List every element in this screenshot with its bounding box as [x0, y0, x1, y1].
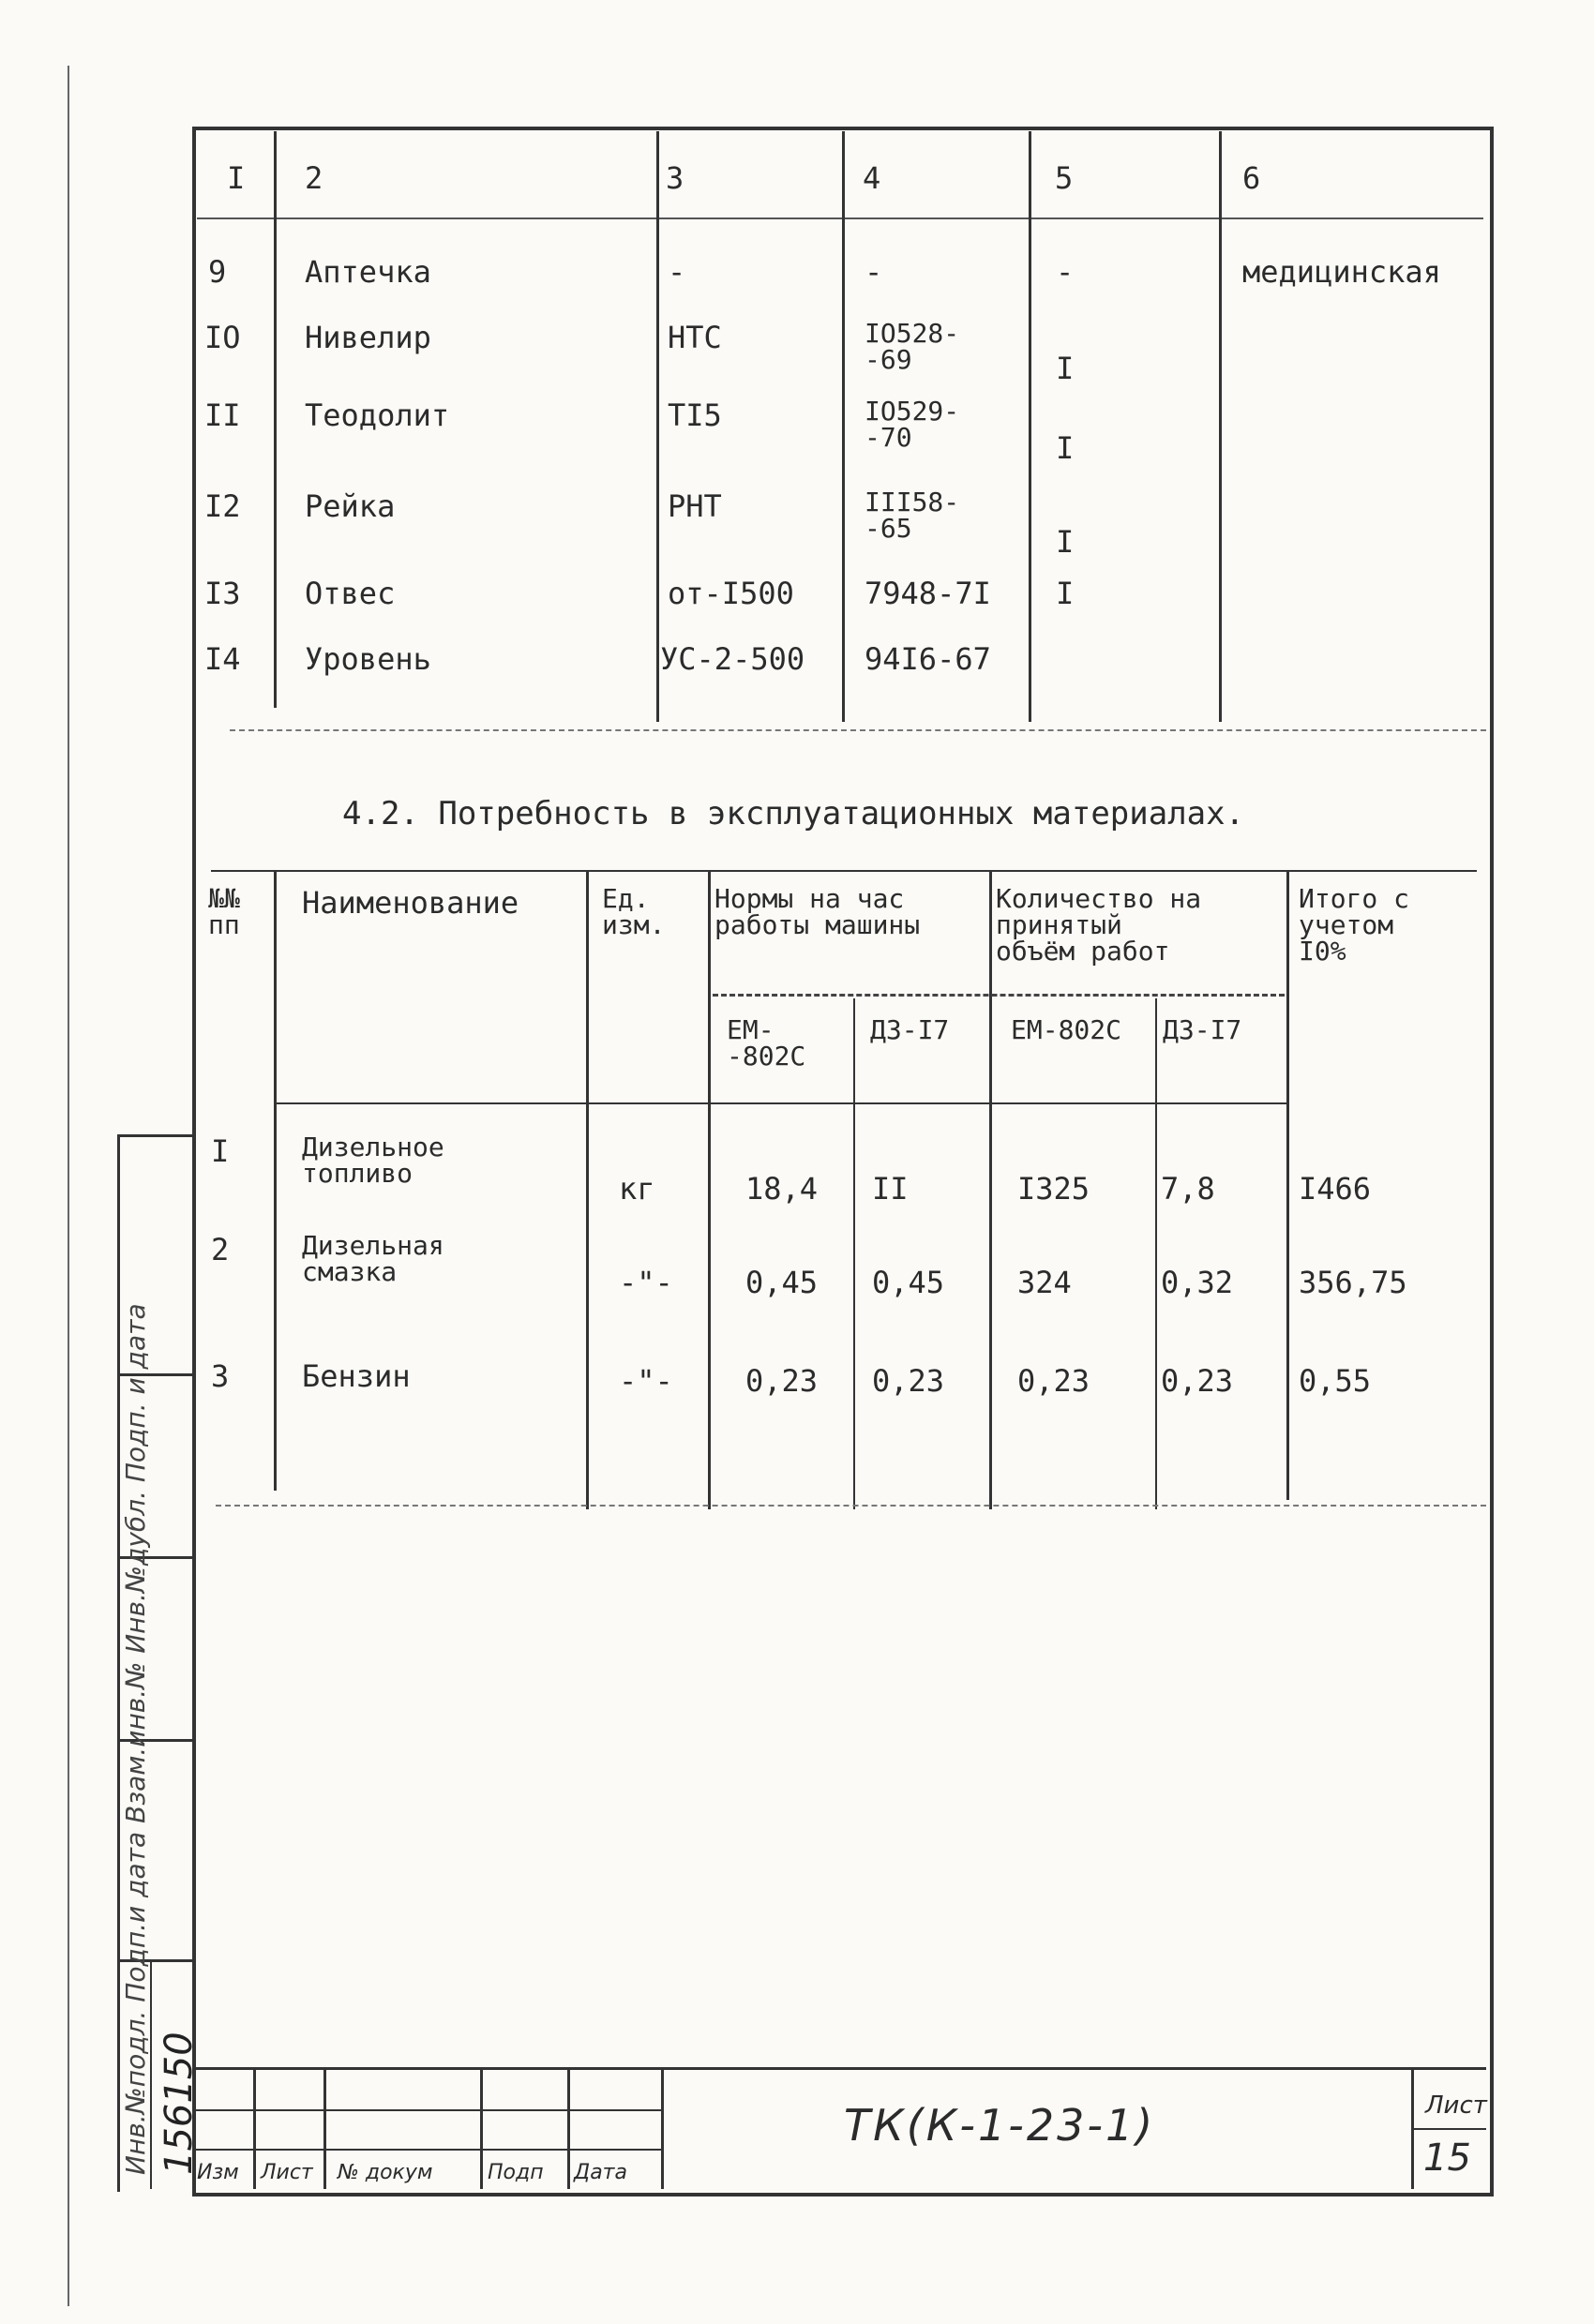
header-cell: 6 [1242, 160, 1261, 196]
item-name: Отвес [305, 576, 396, 611]
row-number: II [204, 397, 241, 433]
col-divider [842, 131, 845, 722]
inventory-number: 156150 [158, 2032, 201, 2175]
stamp-label-doc: № докум [338, 2161, 433, 2184]
header-cell: 2 [305, 160, 323, 196]
item-gost: 7948-7I [865, 576, 991, 611]
col-divider [1219, 131, 1222, 722]
item-name: Уровень [305, 641, 431, 677]
header-qty-machine-1: ЕМ-802С [1011, 1014, 1122, 1045]
row-number: 3 [211, 1358, 230, 1394]
col-divider [1029, 131, 1031, 722]
qty-2: 0,23 [1161, 1363, 1234, 1399]
item-name: Нивелир [305, 320, 431, 355]
stamp-label-sign: Подп [488, 2161, 544, 2184]
qty-1: 324 [1017, 1265, 1072, 1300]
item-gost: IO529- -70 [865, 396, 960, 453]
title-block-row-line [192, 2109, 661, 2111]
row-number: 9 [208, 254, 227, 290]
qty-2: 0,32 [1161, 1265, 1234, 1300]
title-block-col [661, 2067, 664, 2189]
item-gost: 94I6-67 [865, 641, 991, 677]
sheet-label: Лист [1425, 2092, 1487, 2120]
item-gost: III58- -65 [865, 487, 960, 544]
item-note: медицинская [1242, 254, 1441, 290]
stamp-label-date: Дата [574, 2161, 627, 2184]
header-cell: 3 [666, 160, 684, 196]
item-type: УС-2-500 [660, 641, 805, 677]
row-number: I3 [204, 576, 241, 611]
section-title: 4.2. Потребность в эксплуатационных материалах. [342, 795, 1245, 832]
header-bottom-line [274, 1102, 1286, 1104]
col-divider [656, 131, 659, 722]
total: 356,75 [1299, 1265, 1407, 1300]
material-unit: кг [619, 1171, 655, 1207]
col-divider [586, 872, 589, 1509]
qty-1: 0,23 [1017, 1363, 1090, 1399]
header-name: Наименование [302, 885, 519, 921]
row-number: I [211, 1133, 230, 1169]
stamp-label-sheet: Лист [261, 2161, 313, 2184]
item-type: РНТ [668, 488, 722, 524]
col-divider [853, 998, 855, 1509]
document-code: ТК(К-1-23-1) [844, 2100, 1156, 2151]
item-qty: I [1056, 430, 1075, 466]
total: 0,55 [1299, 1363, 1372, 1399]
header-norms: Нормы на час работы машины [714, 883, 921, 940]
material-name: Дизельная смазка [302, 1230, 444, 1287]
margin-labels: Инв.№подл. Подп.и дата Взам.инв.№ Инв.№дубл. Подп. и дата [120, 1303, 151, 2175]
item-gost: IO528- -69 [865, 318, 960, 375]
qty-2: 7,8 [1161, 1171, 1215, 1207]
header-norm-machine-1: ЕМ- -802С [727, 1014, 806, 1072]
header-unit: Ед. изм. [602, 883, 666, 940]
col-divider [708, 872, 711, 1509]
norm-1: 0,23 [745, 1363, 819, 1399]
col-divider [274, 872, 277, 1491]
sheet-number: 15 [1423, 2137, 1471, 2180]
header-underline [197, 217, 1483, 219]
item-qty: - [1056, 254, 1075, 290]
item-gost: - [865, 254, 883, 290]
title-block-col [480, 2067, 483, 2189]
row-number: 2 [211, 1232, 230, 1267]
norm-2: II [872, 1171, 909, 1207]
col-divider [274, 131, 277, 708]
norm-2: 0,23 [872, 1363, 945, 1399]
item-name: Рейка [305, 488, 396, 524]
material-name: Бензин [302, 1358, 411, 1394]
col-divider [1155, 998, 1157, 1509]
header-num: №№ пп [208, 883, 240, 940]
header-norm-machine-2: ДЗ-I7 [870, 1014, 950, 1045]
material-unit: -"- [619, 1363, 673, 1399]
binding-margin-line [68, 66, 69, 2306]
title-block-row-line [192, 2149, 661, 2151]
header-cell: 5 [1055, 160, 1074, 196]
material-name: Дизельное топливо [302, 1132, 444, 1189]
header-total: Итого с учетом I0% [1299, 883, 1410, 967]
subheader-dash [713, 994, 1285, 997]
norm-1: 18,4 [745, 1171, 819, 1207]
norm-1: 0,45 [745, 1265, 819, 1300]
qty-1: I325 [1017, 1171, 1090, 1207]
item-type: от-I500 [668, 576, 794, 611]
table-bottom-line [230, 729, 1486, 731]
item-type: НТС [668, 320, 722, 355]
item-type: TI5 [668, 397, 722, 433]
item-type: - [668, 254, 686, 290]
title-block-top-line [192, 2067, 1486, 2070]
norm-2: 0,45 [872, 1265, 945, 1300]
col-divider [1286, 872, 1289, 1500]
total: I466 [1299, 1171, 1372, 1207]
col-divider [989, 872, 992, 1509]
material-unit: -"- [619, 1265, 673, 1300]
header-cell: 4 [863, 160, 881, 196]
title-block-col [567, 2067, 570, 2189]
header-quantity: Количество на принятый объём работ [996, 883, 1202, 967]
row-number: IO [204, 320, 241, 355]
item-name: Теодолит [305, 397, 450, 433]
item-qty: I [1056, 576, 1075, 611]
item-qty: I [1056, 524, 1075, 560]
item-qty: I [1056, 351, 1075, 386]
item-name: Аптечка [305, 254, 431, 290]
title-block-col [253, 2067, 256, 2189]
title-block-col [323, 2067, 326, 2189]
row-number: I4 [204, 641, 241, 677]
table-bottom-line [216, 1505, 1486, 1507]
row-number: I2 [204, 488, 241, 524]
sheet-divider [1411, 2128, 1486, 2130]
header-cell: I [227, 160, 246, 196]
header-qty-machine-2: ДЗ-I7 [1163, 1014, 1242, 1045]
stamp-label-change: Изм [197, 2161, 239, 2184]
